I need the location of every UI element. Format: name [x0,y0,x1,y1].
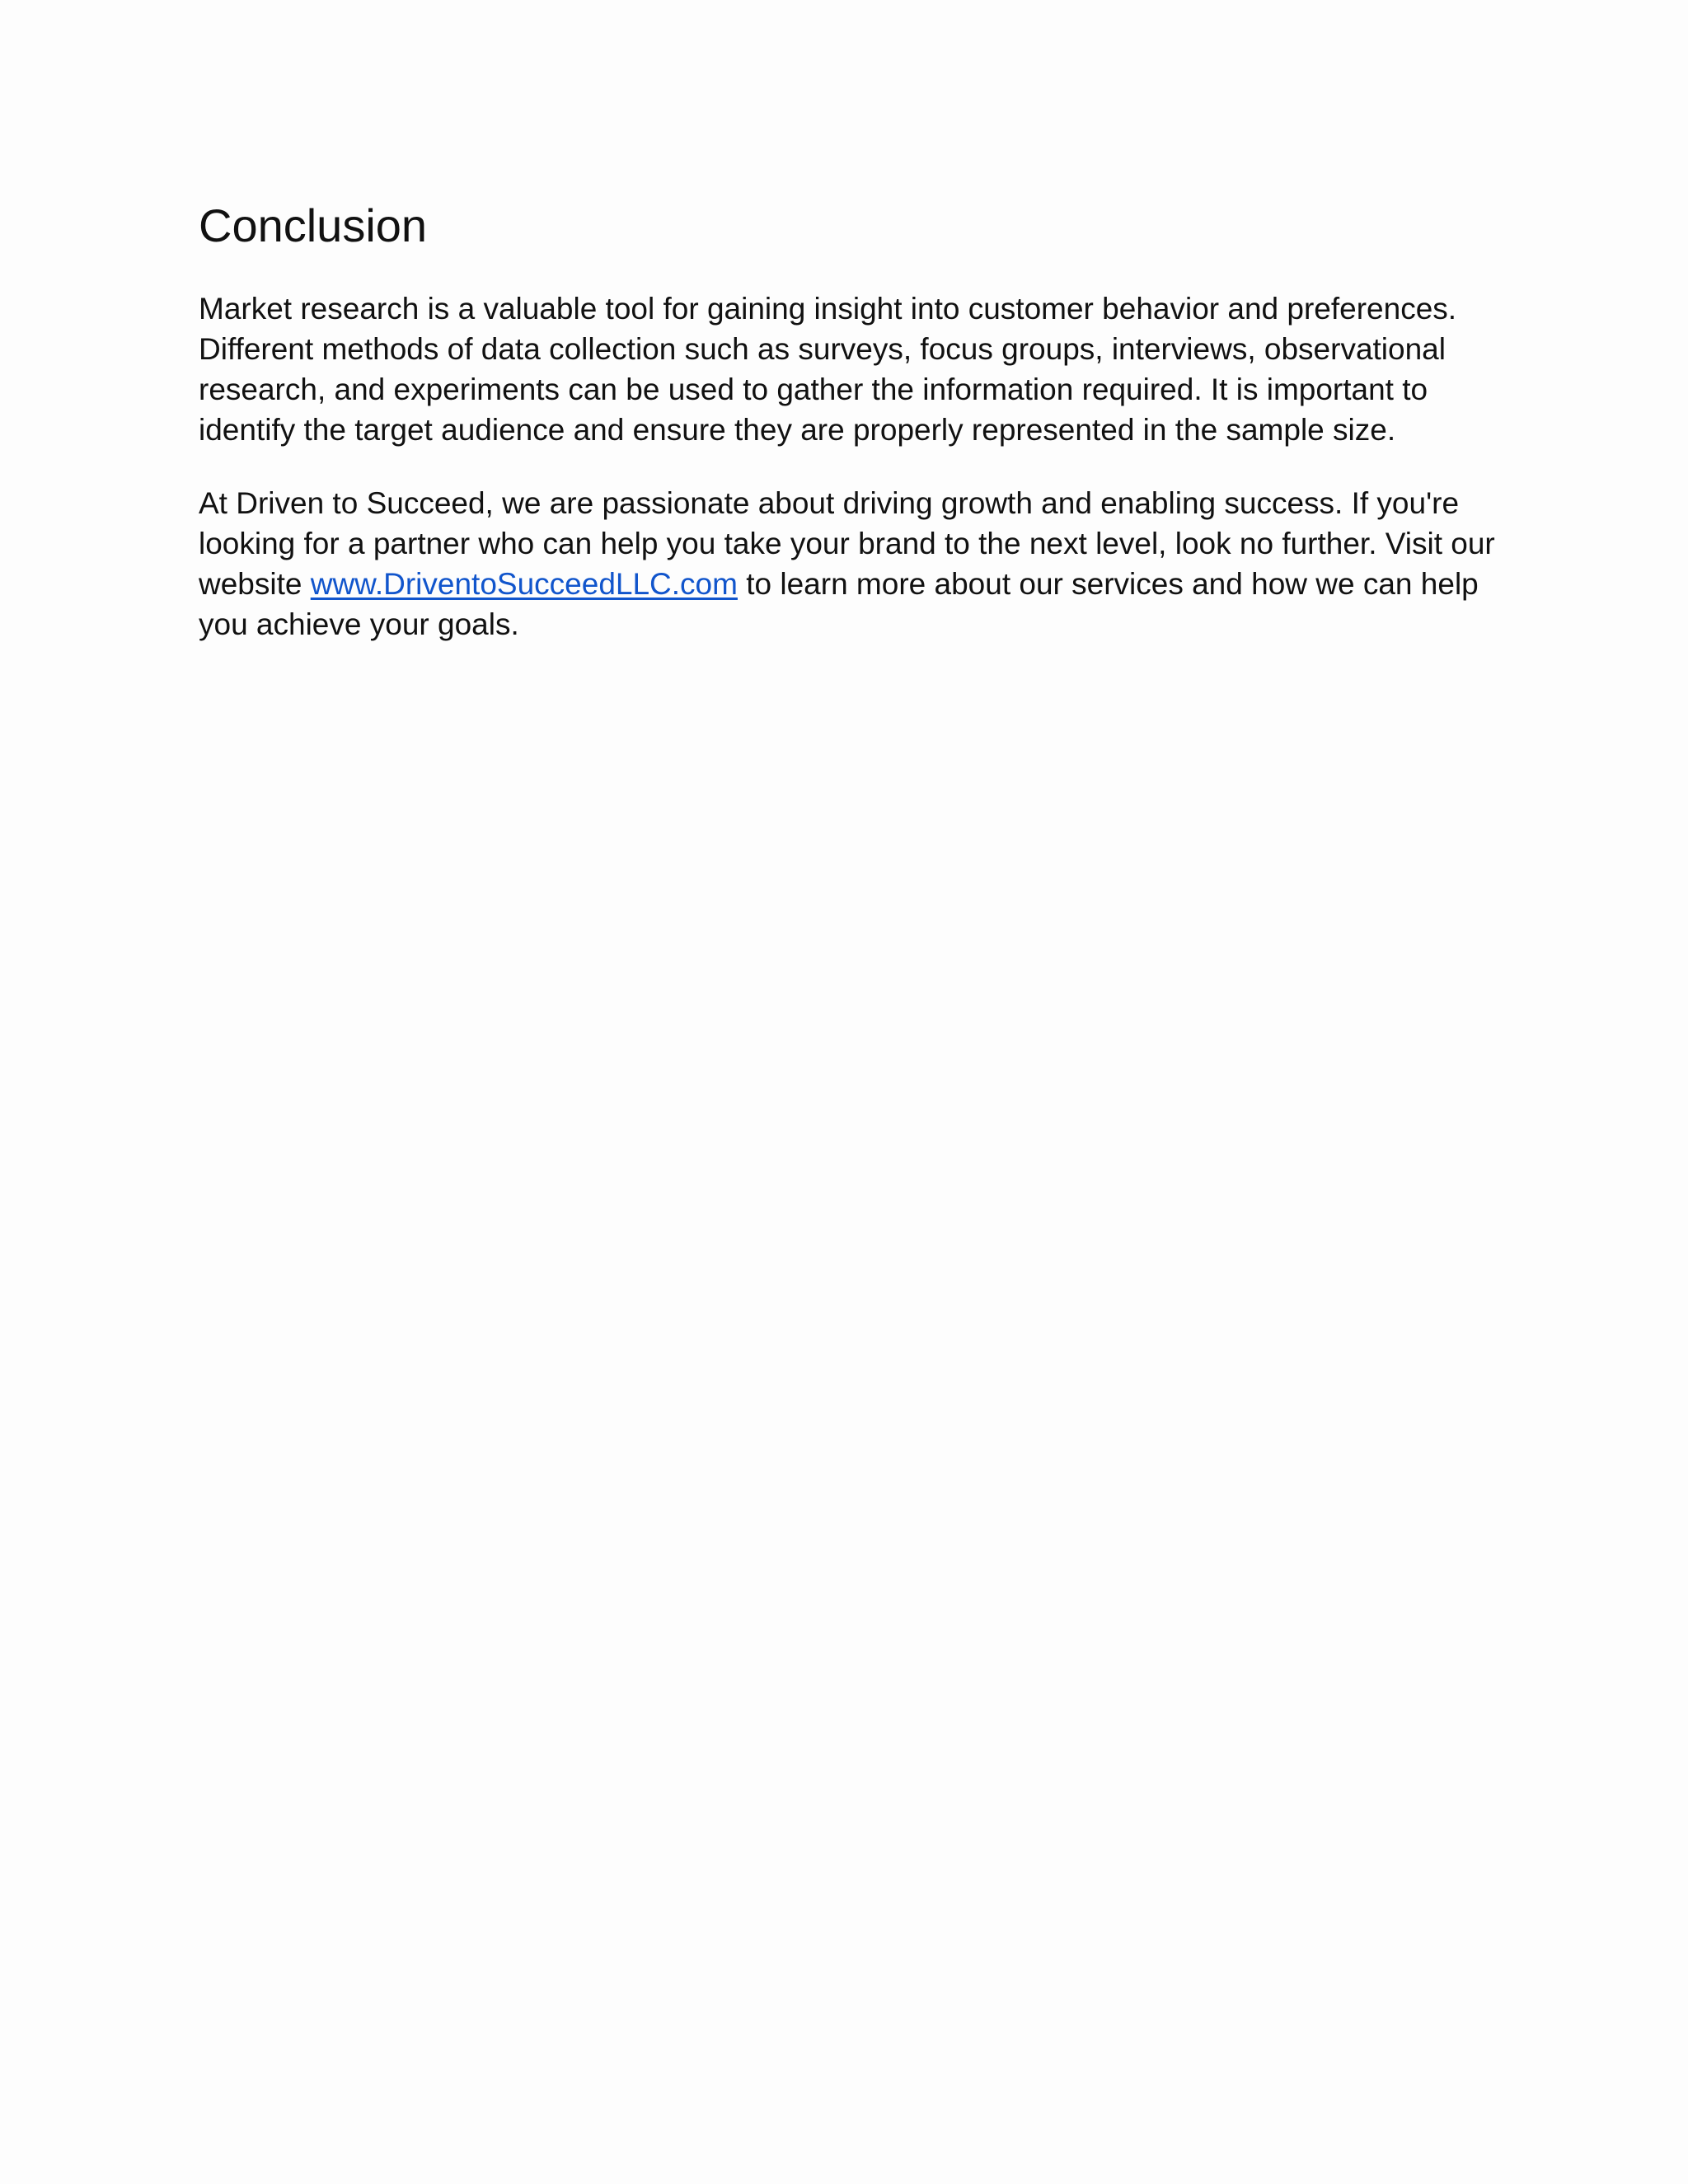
paragraph-text-before-link: At Driven to Succeed, we are passionate about driving growth and enabling success. If you're looking for a partner who can help you take your brand to the next level, look no further. Visit our website [199,486,1495,601]
website-link[interactable]: www.DriventoSucceedLLC.com [310,567,738,601]
conclusion-paragraph: Market research is a valuable tool for gaining insight into customer behavior and preferences. Different methods of data collection such as surveys, focus groups, interviews, observational research, and experiments can be used to gather the information required. It is important to identify the target audience and ensure they are properly represented in the sample size. [199,292,1457,447]
call-to-action-paragraph [199,483,1501,644]
document-body [199,196,1501,677]
page-title: Conclusion [199,199,428,251]
paragraph-text-after-link: to learn more about our services and how we can help you achieve your goals. [199,567,1479,641]
